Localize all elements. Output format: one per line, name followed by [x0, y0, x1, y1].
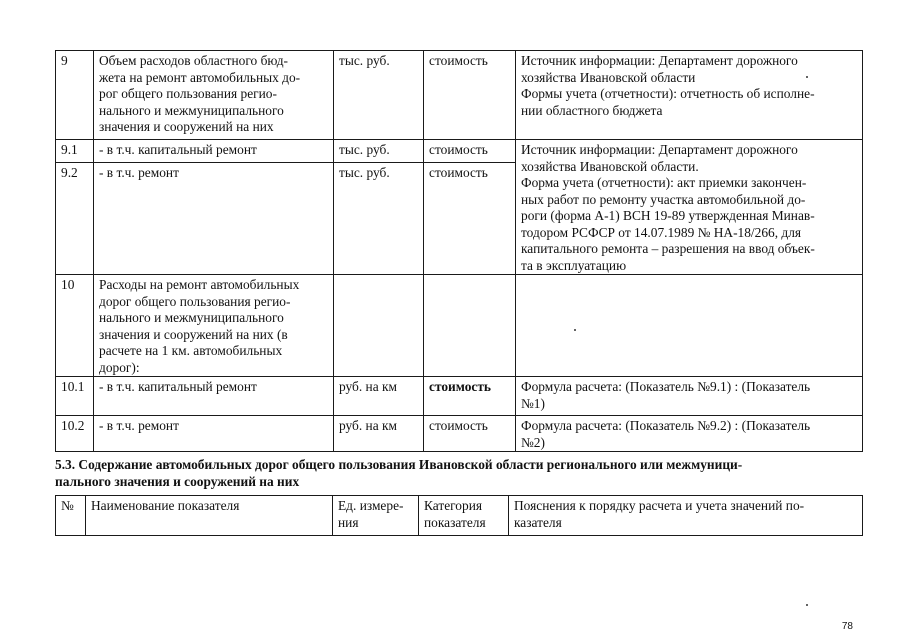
notes-cell: Формула расчета: (Показатель №9.2) : (Показатель №2): [516, 416, 863, 452]
scan-speck: [574, 329, 576, 331]
table-row: [56, 51, 863, 140]
row-number: 10: [56, 275, 94, 377]
indicator-name: - в т.ч. ремонт: [94, 416, 334, 452]
notes-cell: [516, 275, 863, 377]
row-number: 9: [56, 51, 94, 140]
category-cell: [424, 275, 516, 377]
table-row: [56, 377, 863, 416]
row-number: 9.1: [56, 140, 94, 163]
category-cell: стоимость: [424, 377, 516, 416]
row-number: 9.2: [56, 163, 94, 275]
section-heading: 5.3. Содержание автомобильных дорог общего пользования Ивановской области регионального или межмуници- пального значения и сооружений на них: [55, 457, 743, 489]
unit-cell: тыс. руб.: [334, 163, 424, 275]
indicator-name: - в т.ч. капитальный ремонт: [94, 140, 334, 163]
column-header-notes: Пояснения к порядку расчета и учета значений по- казателя: [509, 496, 863, 536]
unit-cell: тыс. руб.: [334, 140, 424, 163]
indicator-name: Объем расходов областного бюд- жета на ремонт автомобильных до- рог общего пользования регио- нального и межмуниципального значения и сооружений на них: [94, 51, 334, 140]
unit-cell: руб. на км: [334, 377, 424, 416]
page-number: 78: [841, 621, 853, 632]
category-cell: стоимость: [424, 51, 516, 140]
unit-cell: [334, 275, 424, 377]
table-row: [56, 140, 863, 163]
category-cell: стоимость: [424, 140, 516, 163]
indicators-table: [55, 50, 863, 452]
category-cell: стоимость: [424, 416, 516, 452]
table-row: [56, 275, 863, 377]
notes-cell: Источник информации: Департамент дорожного хозяйства Ивановской области. Форма учета (отчетности): акт приемки закончен- ных работ по ремонту участка автомобильной до- роги (форма А-1) ВСН 19-89 утвержденная Минав- тодором РСФСР от 14.07.1989 № НА-18/266, для капитального ремонта – разрешения на ввод объек- та в эксплуатацию: [516, 140, 863, 275]
indicator-name: - в т.ч. ремонт: [94, 163, 334, 275]
notes-cell: Источник информации: Департамент дорожного хозяйства Ивановской области Формы учета (отчетности): отчетность об исполне- нии областного бюджета: [516, 51, 863, 140]
category-cell: стоимость: [424, 163, 516, 275]
indicator-name: - в т.ч. капитальный ремонт: [94, 377, 334, 416]
scan-speck: [806, 604, 808, 606]
notes-cell: Формула расчета: (Показатель №9.1) : (Показатель №1): [516, 377, 863, 416]
indicator-name: Расходы на ремонт автомобильных дорог общего пользования регио- нального и межмуниципального значения и сооружений на них (в расчете на 1 км. автомобильных дорог):: [94, 275, 334, 377]
unit-cell: руб. на км: [334, 416, 424, 452]
row-number: 10.2: [56, 416, 94, 452]
column-header-category: Категория показателя: [419, 496, 509, 536]
scan-speck: [806, 76, 808, 78]
maintenance-indicators-table: [55, 495, 863, 536]
table-row: [56, 416, 863, 452]
table-header-row: [56, 496, 863, 536]
column-header-name: Наименование показателя: [86, 496, 333, 536]
row-number: 10.1: [56, 377, 94, 416]
unit-cell: тыс. руб.: [334, 51, 424, 140]
column-header-number: №: [56, 496, 86, 536]
column-header-unit: Ед. измере- ния: [333, 496, 419, 536]
